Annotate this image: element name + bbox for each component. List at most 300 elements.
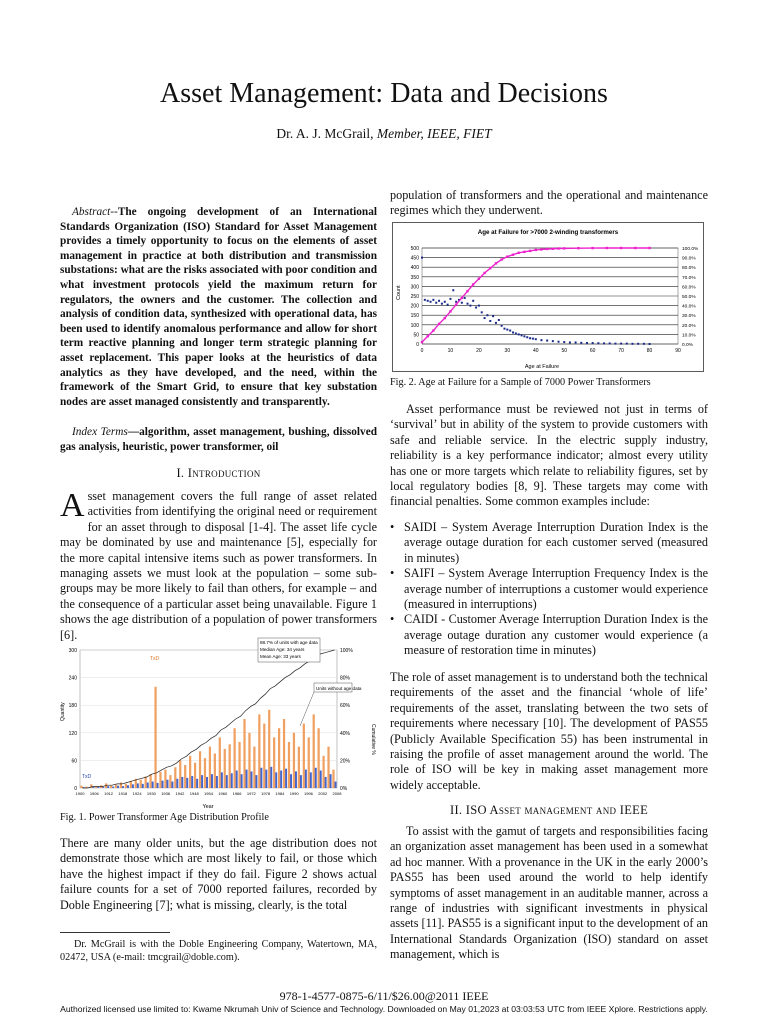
list-item-text: SAIFI – System Average Interruption Frequency Index is the average number of interruptions a customer would experience (measured in interruptions) xyxy=(404,566,708,612)
fig2-y2tick-label: 100.0% xyxy=(682,247,699,252)
fig2-count-point xyxy=(467,303,469,305)
fig1-bar-blue xyxy=(221,772,223,788)
fig1-bar-orange xyxy=(115,785,117,788)
fig2-count-point xyxy=(472,300,474,302)
fig1-legend-line-1: 88.7% of units with age data xyxy=(260,640,318,645)
fig2-count-point xyxy=(575,341,577,343)
fig2-cumulative-point xyxy=(489,267,491,269)
fig2-y2tick-label: 90.0% xyxy=(682,256,696,262)
footnote-rule xyxy=(60,932,170,933)
fig1-bar-blue xyxy=(122,786,124,788)
fig2-count-point xyxy=(649,343,651,345)
fig1-xtick-label: 1984 xyxy=(275,791,285,796)
fig1-bar-orange xyxy=(318,728,320,788)
fig1-bar-blue xyxy=(102,787,104,788)
list-item xyxy=(390,612,708,658)
fig1-bar-blue xyxy=(97,787,99,788)
paper-title: Asset Management: Data and Decisions xyxy=(160,78,608,109)
fig1-bar-blue xyxy=(157,783,159,788)
fig1-bar-blue xyxy=(211,774,213,788)
fig2-count-point xyxy=(427,300,429,302)
fig1-y2tick-label: 80% xyxy=(340,675,351,682)
fig1-bar-blue xyxy=(181,777,183,788)
fig2-cumulative-point xyxy=(518,252,520,254)
drop-cap: A xyxy=(60,487,85,524)
fig1-bar-orange xyxy=(327,747,329,788)
fig2-y2tick-label: 70.0% xyxy=(682,275,696,281)
fig2-cumulative-point xyxy=(535,249,537,251)
fig1-ytick-label: 60 xyxy=(71,758,77,765)
fig2-count-point xyxy=(447,304,449,306)
fig2-count-point xyxy=(452,289,454,291)
fig1-bar-orange xyxy=(303,724,305,788)
fig1-xtick-label: 1954 xyxy=(204,791,213,796)
fig2-xtick-label: 20 xyxy=(476,348,482,354)
fig1-xtick-label: 1912 xyxy=(104,791,114,796)
fig2-ytick-label: 200 xyxy=(410,303,419,310)
fig2-xtick-label: 90 xyxy=(675,348,681,354)
fig2-count-point xyxy=(631,343,633,345)
fig2-count-point xyxy=(506,329,508,331)
right-paragraph-3: The role of asset management is to understand both the technical requirements of the asset and the financial ‘whole of life’ requirements of the asset, translating between the two sets of requirements where necessary [10]. The development of PAS55 (Publicly Available Specification 55) has been instrumental in raising the profile of asset management around the world. The role of ISO will be key in making asset management more widely acceptable. xyxy=(390,670,708,792)
fig1-bar-blue xyxy=(310,772,312,788)
fig1-bar-orange xyxy=(308,737,310,788)
fig2-count-point xyxy=(495,322,497,324)
fig1-bar-blue xyxy=(251,771,253,788)
section-1-number: I. xyxy=(176,466,188,480)
bullet-icon: • xyxy=(390,566,395,581)
fig1-bar-blue xyxy=(166,780,168,788)
fig1-bar-blue xyxy=(290,774,292,788)
fig2-cumulative-point xyxy=(546,248,548,250)
paragraph-2: There are many older units, but the age distribution does not demonstrate those which are most likely to fail, or those which have the highest impact if they do fail. Figure 2 shows actual failure counts for a set of 7000 reported failures, recorded by Doble Engineering [7]; what is missing, clearly, is the total xyxy=(60,836,377,912)
fig2-cumulative-point xyxy=(483,272,485,274)
fig2-count-point xyxy=(432,299,434,301)
list-item xyxy=(390,566,708,612)
list-item xyxy=(390,520,708,566)
fig2-cumulative-point xyxy=(512,254,514,256)
section-2-number: II. xyxy=(449,803,466,817)
fig2-cumulative-point xyxy=(444,317,446,319)
fig1-xtick-label: 1930 xyxy=(146,791,156,796)
fig1-xtick-label: 1978 xyxy=(261,791,271,796)
fig2-count-point xyxy=(484,317,486,319)
fig1-annotation-txd-top: TxD xyxy=(150,656,160,662)
fig1-bar-orange xyxy=(234,728,236,788)
fig1-bar-blue xyxy=(196,779,198,788)
fig1-bar-orange xyxy=(174,767,176,788)
fig1-bar-blue xyxy=(335,782,337,788)
fig2-cumulative-point xyxy=(606,247,608,249)
fig2-cumulative-point xyxy=(577,247,579,249)
fig2-xtick-label: 10 xyxy=(447,348,454,354)
fig1-bar-blue xyxy=(265,770,267,788)
fig1-bar-blue xyxy=(186,778,188,788)
fig2-count-point xyxy=(521,334,523,336)
fig1-bar-orange xyxy=(159,772,161,788)
fig1-bar-blue xyxy=(285,769,287,788)
fig2-y2tick-label: 0.0% xyxy=(682,343,693,348)
fig1-legend-line-2: Median Age: 34 years xyxy=(260,647,305,652)
fig1-bar-blue xyxy=(201,775,203,788)
fig1-bar-blue xyxy=(231,773,233,788)
intro-text: sset management covers the full range of asset related activities from identifying the original need or requirement for an asset through to disposal [1-4]. The asset life cycle may be dominated by use and maintenance [5], especially for the more capital intensive items such as power transformers. In managing assets we must look at the population – some sub-groups may be more likely to fail than others, for example – and the consequence of a particular asset being unavailable. Figure 1 shows the age distribution of a population of power transformers [6]. xyxy=(60,489,377,642)
fig2-count-point xyxy=(464,297,466,299)
fig2-ylabel: Count xyxy=(396,285,402,300)
fig1-bar-orange xyxy=(268,710,270,788)
fig1-y2tick-label: 40% xyxy=(340,730,351,737)
fig1-bar-orange xyxy=(288,742,290,788)
abstract-label: Abstract-- xyxy=(72,206,118,218)
fig2-count-point xyxy=(469,305,471,307)
fig1-bar-orange xyxy=(273,737,275,788)
fig1-ytick-label: 120 xyxy=(68,730,77,737)
fig2-y2tick-label: 40.0% xyxy=(682,304,696,310)
fig1-bar-blue xyxy=(226,775,228,788)
fig2-cumulative-point xyxy=(426,335,428,337)
figure-2-caption: Fig. 2. Age at Failure for a Sample of 7000 Power Transformers xyxy=(390,377,651,388)
fig2-title: Age at Failure for >7000 2-winding transformers xyxy=(477,229,619,236)
fig1-xtick-label: 1942 xyxy=(175,791,185,796)
fig2-count-point xyxy=(558,341,560,343)
fig2-cumulative-point xyxy=(648,247,650,249)
fig2-cumulative-point xyxy=(478,278,480,280)
fig2-ytick-label: 400 xyxy=(410,265,419,272)
fig1-bar-blue xyxy=(275,772,277,788)
fig1-bar-blue xyxy=(132,784,134,788)
abstract-text: The ongoing development of an International Standards Organization (ISO) Standard for Asset Management provides a timely opportunity to focus on the elements of asset management in practice at both distribution and transmission substations: what are the risks associated with poor condition and what investment protocols yield the maximum return for regulators, the owners and the customer. The collection and analysis of condition data, synthesized with operational data, has been used to identify anomalous performance and allow for short term reactive planning and longer term strategic planning for asset replacement. This paper looks at the heuristics of data analytics as they have developed, and the need, within the framework of the Smart Grid, to ensure that key substation nodes are asset managed consistently and transparently. xyxy=(60,206,377,408)
fig2-count-point xyxy=(481,311,483,313)
fig1-bar-blue xyxy=(320,771,322,788)
fig2-ytick-label: 0 xyxy=(416,342,419,348)
fig1-xtick-label: 1990 xyxy=(289,791,299,796)
fig2-count-point xyxy=(441,303,443,305)
fig2-count-point xyxy=(535,338,537,340)
index-terms xyxy=(60,425,377,454)
fig2-ytick-label: 150 xyxy=(410,313,419,320)
fig1-bar-orange xyxy=(293,733,295,788)
fig2-cumulative-point xyxy=(634,247,636,249)
fig2-y2tick-label: 60.0% xyxy=(682,285,696,291)
fig1-bar-orange xyxy=(189,756,191,788)
fig2-cumulative-point xyxy=(540,248,542,250)
intro-paragraph xyxy=(60,489,377,643)
fig2-cumulative-point xyxy=(620,247,622,249)
fig2-count-point xyxy=(449,298,451,300)
fig1-y2label: Cumulative % xyxy=(370,724,376,755)
fig2-xtick-label: 50 xyxy=(561,348,568,354)
fig2-ytick-label: 250 xyxy=(410,294,419,300)
fig2-xtick-label: 70 xyxy=(618,348,624,354)
fig1-bar-orange xyxy=(125,784,127,788)
fig1-bar-orange xyxy=(322,756,324,788)
fig2-ytick-label: 350 xyxy=(410,274,419,281)
fig1-bar-blue xyxy=(330,774,332,788)
fig1-y2tick-label: 60% xyxy=(340,703,351,710)
fig2-count-point xyxy=(609,342,611,344)
fig1-bar-blue xyxy=(280,771,282,788)
fig2-count-point xyxy=(532,338,534,340)
figure-1-chart xyxy=(60,636,380,812)
fig2-count-point xyxy=(597,342,599,344)
fig2-count-point xyxy=(509,330,511,332)
fig1-bar-orange xyxy=(214,754,216,789)
fig2-count-point xyxy=(515,332,517,334)
fig2-xtick-label: 0 xyxy=(420,348,424,354)
list-item-text: CAIDI - Customer Average Interruption Duration Index is the average outage duration any customer would experience (a measure of restoration time in minutes) xyxy=(404,612,708,658)
section-heading-1 xyxy=(60,466,377,481)
fig2-ytick-label: 50 xyxy=(413,332,419,339)
fig1-bar-blue xyxy=(216,776,218,788)
fig1-bar-orange xyxy=(199,751,201,788)
fig1-bar-blue xyxy=(270,767,272,788)
fig2-ytick-label: 100 xyxy=(410,322,419,329)
fig2-count-point xyxy=(512,331,514,333)
fig2-count-point xyxy=(523,335,525,337)
fig2-count-point xyxy=(430,301,432,303)
fig1-bar-orange xyxy=(298,747,300,788)
fig2-count-point xyxy=(614,343,616,345)
fig2-cumulative-point xyxy=(591,247,593,249)
fig2-count-point xyxy=(552,340,554,342)
right-paragraph-4: To assist with the gamut of targets and responsibilities facing an organization asset management has been used in a somewhat ad hoc manner. With a provenance in the UK in the early 2000’s PAS55 has been used around the world to help identify symptoms of asset management in an auditable manner, across a range of industries with significant investments in physical assets [11]. PAS55 is a significant input to the development of an International Standards Organization (ISO) standard on asset management, which is xyxy=(390,824,708,962)
fig2-y2tick-label: 30.0% xyxy=(682,314,696,320)
footnote: Dr. McGrail is with the Doble Engineering Company, Watertown, MA, 02472, USA (e-mail: tmcgrail@doble.com). xyxy=(60,939,377,963)
fig2-count-point xyxy=(643,343,645,345)
fig1-bar-orange xyxy=(130,781,132,788)
fig2-cumulative-point xyxy=(472,283,474,285)
fig1-ylabel: Quantity xyxy=(60,702,66,721)
fig1-bar-orange xyxy=(149,774,151,788)
fig2-count-point xyxy=(478,305,480,307)
fig2-xlabel: Age at Failure xyxy=(524,364,560,370)
list-item-text: SAIDI – System Average Interruption Duration Index is the average outage duration for each customer served (measured in minutes) xyxy=(404,520,708,565)
fig1-bar-blue xyxy=(162,781,164,788)
fig1-bar-orange xyxy=(258,714,260,788)
fig2-cumulative-point xyxy=(432,329,434,331)
fig1-bar-orange xyxy=(278,728,280,788)
fig1-ytick-label: 0 xyxy=(74,786,77,792)
figure-1-caption: Fig. 1. Power Transformer Age Distribution Profile xyxy=(60,812,269,823)
fig2-cumulative-point xyxy=(421,341,423,343)
fig1-bar-orange xyxy=(229,744,231,788)
fig1-bar-blue xyxy=(137,783,139,788)
fig1-bar-orange xyxy=(120,782,122,788)
fig2-count-point xyxy=(526,336,528,338)
fig1-bar-blue xyxy=(127,785,129,788)
fig1-bar-orange xyxy=(332,770,334,788)
fig1-bar-blue xyxy=(260,768,262,788)
fig2-y2tick-label: 10.0% xyxy=(682,333,696,339)
fig1-bar-orange xyxy=(263,724,265,788)
fig1-annotation-txd-bottom: TxD xyxy=(82,774,92,780)
fig2-count-point xyxy=(435,302,437,304)
fig2-cumulative-point xyxy=(500,258,502,260)
fig1-xtick-label: 1966 xyxy=(232,791,242,796)
fig2-cumulative-point xyxy=(552,248,554,250)
fig1-bar-blue xyxy=(315,768,317,788)
fig1-y2tick-label: 0% xyxy=(340,786,348,792)
fig2-cumulative-point xyxy=(449,310,451,312)
fig2-cumulative-point xyxy=(557,247,559,249)
fig1-bar-orange xyxy=(219,737,221,788)
fig1-ytick-label: 240 xyxy=(68,675,77,682)
fig2-count-point xyxy=(424,299,426,301)
fig2-count-point xyxy=(563,341,565,343)
fig2-count-point xyxy=(626,343,628,345)
fig2-xtick-label: 60 xyxy=(589,348,596,354)
fig1-bar-orange xyxy=(253,747,255,788)
fig2-count-point xyxy=(489,320,491,322)
fig1-bar-blue xyxy=(206,777,208,788)
fig2-count-point xyxy=(603,342,605,344)
license-line: Authorized licensed use limited to: Kwame Nkrumah Univ of Science and Technology. Downloaded on May 01,2023 at 03:03:53 UTC from IEEE Xplore. Restrictions apply. xyxy=(60,1004,708,1014)
fig1-ytick-label: 180 xyxy=(68,703,77,710)
abstract xyxy=(60,205,377,409)
fig2-count-point xyxy=(503,328,505,330)
fig2-count-point xyxy=(486,314,488,316)
fig1-bar-blue xyxy=(147,782,149,788)
fig1-bar-orange xyxy=(243,719,245,788)
fig1-y2tick-label: 20% xyxy=(340,758,351,765)
index-terms-label: Index Terms xyxy=(72,426,128,438)
fig2-cumulative-point xyxy=(506,255,508,257)
fig1-bar-orange xyxy=(194,763,196,788)
fig1-xtick-label: 1960 xyxy=(218,791,228,796)
fig1-bar-blue xyxy=(236,771,238,788)
fig1-bar-blue xyxy=(176,779,178,788)
fig1-xtick-label: 1924 xyxy=(132,791,142,796)
fig1-xtick-label: 1900 xyxy=(75,791,85,796)
fig1-bar-blue xyxy=(241,774,243,788)
fig1-xtick-label: 2002 xyxy=(318,791,328,796)
author-name: Dr. A. J. McGrail, xyxy=(276,126,377,141)
fig2-xtick-label: 80 xyxy=(646,348,653,354)
fig1-bar-blue xyxy=(300,775,302,788)
fig2-count-point xyxy=(455,301,457,303)
fig2-count-point xyxy=(620,343,622,345)
fig1-bar-orange xyxy=(145,777,147,789)
fig1-bar-blue xyxy=(305,770,307,788)
fig2-count-point xyxy=(586,342,588,344)
author-line xyxy=(0,126,768,142)
fig1-bar-orange xyxy=(313,714,315,788)
section-heading-2 xyxy=(390,803,708,818)
fig2-count-point xyxy=(546,340,548,342)
fig2-y2tick-label: 50.0% xyxy=(682,295,696,300)
fig1-bar-orange xyxy=(209,747,211,788)
fig1-bar-blue xyxy=(191,776,193,788)
fig1-xtick-label: 1948 xyxy=(189,791,199,796)
fig2-y2tick-label: 20.0% xyxy=(682,323,696,329)
bullet-icon: • xyxy=(390,612,395,627)
fig1-bar-orange xyxy=(169,775,171,788)
fig1-bar-orange xyxy=(283,719,285,788)
fig2-count-point xyxy=(438,300,440,302)
fig2-cumulative-point xyxy=(466,290,468,292)
fig1-bar-blue xyxy=(295,771,297,788)
fig1-bar-orange xyxy=(184,765,186,788)
fig1-bar-orange xyxy=(238,742,240,788)
right-paragraph-2: Asset performance must be reviewed not just in terms of ‘survival’ but in ability of the system to provide customers with safe and reliable service. In the electric supply industry, reliability is a key performance indicator; almost every utility has one or more targets which relate to reliability figures, set by local regulatory bodies [8, 9]. These targets may come with financial penalties. Some common examples include: xyxy=(390,402,708,509)
fig2-xtick-label: 30 xyxy=(504,348,511,354)
fig1-bar-orange xyxy=(164,770,166,788)
fig1-bar-blue xyxy=(117,786,119,788)
fig1-xtick-label: 1906 xyxy=(89,791,99,796)
fig1-xtick-label: 1996 xyxy=(303,791,313,796)
fig1-legend-line-3: Mean Age: 33 years xyxy=(260,654,301,659)
fig1-y2tick-label: 100% xyxy=(340,648,353,654)
fig1-bar-orange xyxy=(248,733,250,788)
fig2-cumulative-point xyxy=(495,262,497,264)
fig2-count-point xyxy=(580,342,582,344)
author-affiliation: Member, IEEE, FIET xyxy=(376,126,492,141)
fig1-xtick-label: 1936 xyxy=(161,791,171,796)
fig2-count-point xyxy=(569,341,571,343)
fig2-cumulative-point xyxy=(438,323,440,325)
fig1-ytick-label: 300 xyxy=(68,648,77,654)
fig2-ytick-label: 500 xyxy=(410,246,419,252)
fig2-cumulative-point xyxy=(523,251,525,253)
fig2-count-point xyxy=(498,319,500,321)
fig1-bar-blue xyxy=(246,770,248,788)
fig1-xtick-label: 1918 xyxy=(118,791,128,796)
fig2-xtick-label: 40 xyxy=(532,348,539,354)
fig1-bar-blue xyxy=(112,787,114,788)
fig2-count-point xyxy=(540,339,542,341)
fig1-bar-blue xyxy=(171,782,173,788)
fig1-xtick-label: 1972 xyxy=(246,791,256,796)
fig1-bar-blue xyxy=(142,784,144,788)
figure-2-chart xyxy=(392,222,704,372)
reliability-index-list xyxy=(390,520,708,659)
fig1-bar-orange xyxy=(224,749,226,788)
fig1-bar-orange xyxy=(179,760,181,788)
index-terms-text: —algorithm, asset management, bushing, dissolved gas analysis, heuristic, power transformer, oil xyxy=(60,426,377,453)
fig1-xtick-label: 2008 xyxy=(332,791,342,796)
fig2-cumulative-point xyxy=(563,247,565,249)
section-1-title: Introduction xyxy=(187,466,261,480)
fig2-ytick-label: 450 xyxy=(410,255,419,262)
fig1-bar-blue xyxy=(107,786,109,788)
fig2-count-point xyxy=(421,257,423,259)
fig2-cumulative-point xyxy=(461,297,463,299)
bullet-icon: • xyxy=(390,520,395,534)
right-paragraph-1: population of transformers and the operational and maintenance regimes which they underwent. xyxy=(390,188,708,218)
fig1-bar-orange xyxy=(80,786,82,788)
fig2-count-point xyxy=(518,333,520,335)
fig1-bar-blue xyxy=(152,782,154,788)
fig2-cumulative-point xyxy=(455,303,457,305)
fig1-annotation-nodata: Units without age data xyxy=(316,686,362,691)
fig1-bar-orange xyxy=(204,758,206,788)
fig1-xlabel: Year xyxy=(202,804,214,810)
fig2-count-point xyxy=(501,325,503,327)
fig1-bar-orange xyxy=(140,780,142,788)
fig2-count-point xyxy=(475,307,477,309)
fig2-count-point xyxy=(592,342,594,344)
fig2-count-point xyxy=(492,315,494,317)
fig2-count-point xyxy=(461,302,463,304)
fig2-cumulative-point xyxy=(529,250,531,252)
fig2-count-point xyxy=(444,301,446,303)
fig2-count-point xyxy=(529,337,531,339)
section-2-title: ISO Asset management and IEEE xyxy=(465,803,649,817)
fig1-bar-blue xyxy=(255,775,257,788)
fig2-y2tick-label: 80.0% xyxy=(682,266,696,272)
fig1-bar-blue xyxy=(325,777,327,788)
fig1-bar-orange xyxy=(110,786,112,788)
